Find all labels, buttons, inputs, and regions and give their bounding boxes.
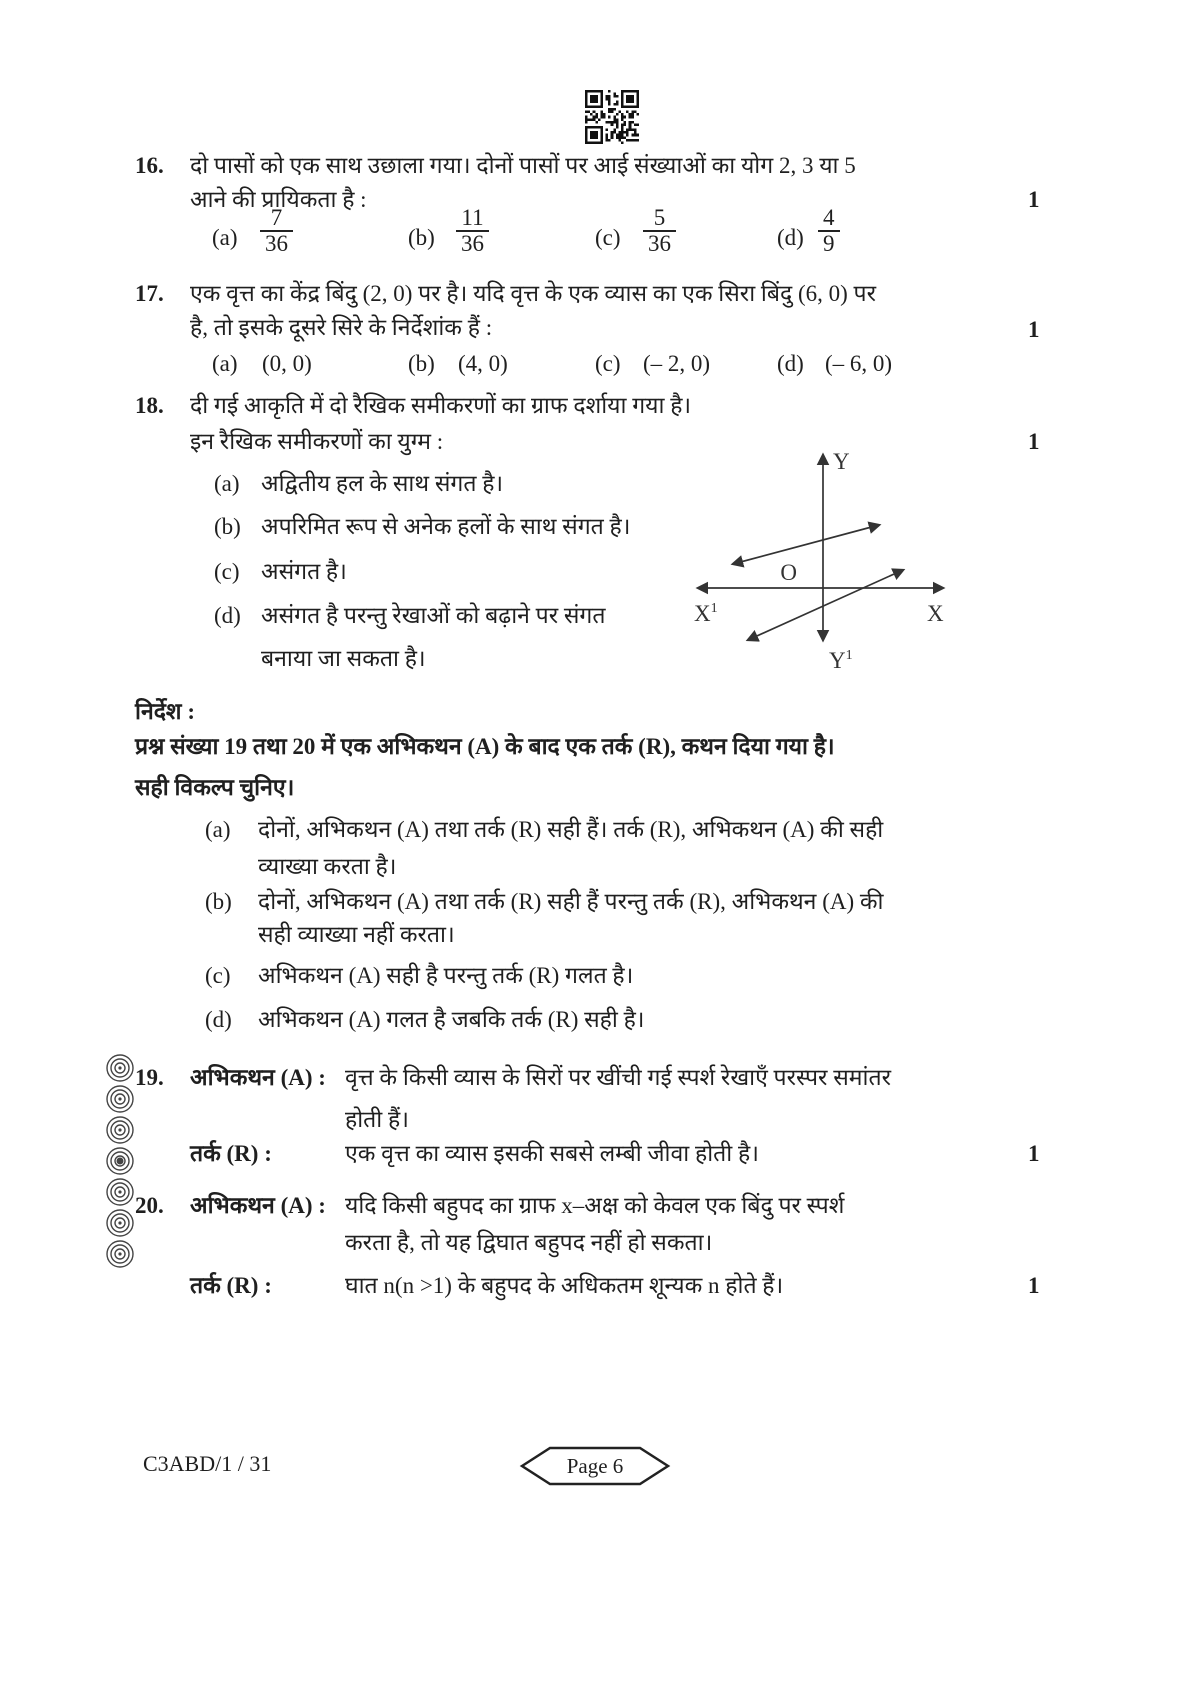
instr-option-a-label: (a)	[205, 817, 231, 842]
q18-figure-graph	[650, 425, 955, 675]
instr-option-a-line2: व्याख्या करता है।	[258, 854, 397, 879]
q16-option-b-fraction	[456, 206, 489, 256]
qr-finder-top-right	[621, 90, 639, 108]
q18-option-a-label: (a)	[214, 471, 240, 496]
instr-option-b-label: (b)	[205, 889, 232, 914]
instr-option-d-line1: अभिकथन (A) गलत है जबकि तर्क (R) सही है।	[258, 1007, 645, 1032]
q18-option-d-text-line2: बनाया जा सकता है।	[261, 646, 426, 671]
footer-page-badge	[518, 1444, 672, 1488]
q17-marks: 1	[1028, 317, 1040, 342]
qr-code	[585, 90, 639, 144]
q18-marks: 1	[1028, 429, 1040, 454]
instructions-heading: निर्देश :	[135, 699, 195, 724]
y-axis-label: Y	[833, 449, 850, 474]
q17-option-d-label: (d)	[777, 351, 804, 376]
fraction-denominator: 36	[648, 231, 671, 257]
instr-option-c-label: (c)	[205, 963, 231, 988]
fraction-numerator: 7	[260, 206, 293, 232]
instr-option-d-label: (d)	[205, 1007, 232, 1032]
instr-option-b-line1: दोनों, अभिकथन (A) तथा तर्क (R) सही हैं परन्तु तर्क (R), अभिकथन (A) की	[258, 889, 884, 914]
qr-finder-top-left	[585, 90, 603, 108]
q18-number: 18.	[135, 393, 164, 418]
q17-number: 17.	[135, 281, 164, 306]
q16-option-c-fraction	[643, 206, 676, 256]
instr-option-a-line1: दोनों, अभिकथन (A) तथा तर्क (R) सही हैं। तर्क (R), अभिकथन (A) की सही	[258, 817, 884, 842]
x-positive-label: X	[927, 601, 944, 626]
instr-option-b-line2: सही व्याख्या नहीं करता।	[258, 922, 455, 947]
line-2	[748, 570, 903, 640]
q16-option-d-label: (d)	[777, 225, 804, 250]
q17-option-c-label: (c)	[595, 351, 621, 376]
q16-option-c-label: (c)	[595, 225, 621, 250]
q18-option-b-text: अपरिमित रूप से अनेक हलों के साथ संगत है।	[261, 514, 631, 539]
q19-reason-text: एक वृत्त का व्यास इसकी सबसे लम्बी जीवा होती है।	[345, 1141, 759, 1166]
fraction-denominator: 36	[461, 231, 484, 257]
q20-reason-label: तर्क (R) :	[190, 1273, 272, 1298]
fraction-numerator: 11	[456, 206, 489, 232]
instructions-line1: प्रश्न संख्या 19 तथा 20 में एक अभिकथन (A) के बाद एक तर्क (R), कथन दिया गया है।	[135, 734, 835, 759]
q19-assertion-line1: वृत्त के किसी व्यास के सिरों पर खींची गई स्पर्श रेखाएँ परस्पर समांतर	[345, 1065, 891, 1090]
q17-option-c-value: (– 2, 0)	[643, 351, 711, 376]
q17-option-b-label: (b)	[408, 351, 435, 376]
q16-option-a-fraction	[260, 206, 293, 256]
fraction-denominator: 36	[265, 231, 288, 257]
y-negative-label: $Y^1$	[829, 648, 853, 673]
q19-assertion-line2: होती हैं।	[345, 1107, 409, 1132]
q16-option-d-fraction	[818, 206, 840, 256]
q20-number: 20.	[135, 1193, 164, 1218]
q18-text-line2: इन रैखिक समीकरणों का युग्म :	[190, 429, 444, 454]
qr-finder-bottom-left	[585, 126, 603, 144]
q16-text-line2: आने की प्रायिकता है :	[190, 187, 367, 212]
fraction-numerator: 4	[818, 206, 840, 232]
spiral-watermark	[103, 1052, 137, 1274]
q19-assertion-label: अभिकथन (A) :	[190, 1065, 326, 1090]
instr-option-c-line1: अभिकथन (A) सही है परन्तु तर्क (R) गलत है।	[258, 963, 634, 988]
q18-option-b-label: (b)	[214, 514, 241, 539]
q20-assertion-line2: करता है, तो यह द्विघात बहुपद नहीं हो सकता।	[345, 1230, 713, 1255]
q20-marks: 1	[1028, 1273, 1040, 1298]
q16-text-line1: दो पासों को एक साथ उछाला गया। दोनों पासों पर आई संख्याओं का योग 2, 3 या 5	[190, 153, 856, 178]
q17-text-line2: है, तो इसके दूसरे सिरे के निर्देशांक हैं :	[190, 315, 493, 340]
q18-option-a-text: अद्वितीय हल के साथ संगत है।	[261, 471, 504, 496]
q17-text-line1: एक वृत्त का केंद्र बिंदु (2, 0) पर है। यदि वृत्त के एक व्यास का एक सिरा बिंदु (6, 0) पर	[190, 281, 876, 306]
q18-text-line1: दी गई आकृति में दो रैखिक समीकरणों का ग्राफ दर्शाया गया है।	[190, 393, 692, 418]
x-negative-label: $X^1$	[694, 601, 718, 626]
q17-option-b-value: (4, 0)	[458, 351, 508, 376]
q19-number: 19.	[135, 1065, 164, 1090]
footer-paper-code: C3ABD/1 / 31	[143, 1451, 272, 1476]
footer-page-label: Page 6	[566, 1453, 624, 1478]
line-1	[733, 525, 879, 564]
q19-reason-label: तर्क (R) :	[190, 1141, 272, 1166]
q18-option-d-text-line1: असंगत है परन्तु रेखाओं को बढ़ाने पर संगत	[261, 603, 606, 628]
q17-option-a-label: (a)	[212, 351, 238, 376]
fraction-denominator: 9	[823, 231, 835, 257]
q16-option-a-label: (a)	[212, 225, 238, 250]
q20-reason-text: घात n(n >1) के बहुपद के अधिकतम शून्यक n होते हैं।	[345, 1273, 784, 1298]
q17-option-d-value: (– 6, 0)	[825, 351, 893, 376]
q19-marks: 1	[1028, 1141, 1040, 1166]
q18-option-d-label: (d)	[214, 603, 241, 628]
origin-label: O	[780, 560, 797, 585]
q17-option-a-value: (0, 0)	[262, 351, 312, 376]
q20-assertion-label: अभिकथन (A) :	[190, 1193, 326, 1218]
q18-option-c-label: (c)	[214, 559, 240, 584]
q16-number: 16.	[135, 153, 164, 178]
q16-option-b-label: (b)	[408, 225, 435, 250]
fraction-numerator: 5	[643, 206, 676, 232]
instructions-line2: सही विकल्प चुनिए।	[135, 775, 295, 800]
q20-assertion-line1: यदि किसी बहुपद का ग्राफ x–अक्ष को केवल एक बिंदु पर स्पर्श	[345, 1193, 845, 1218]
q16-marks: 1	[1028, 187, 1040, 212]
q18-option-c-text: असंगत है।	[261, 559, 347, 584]
